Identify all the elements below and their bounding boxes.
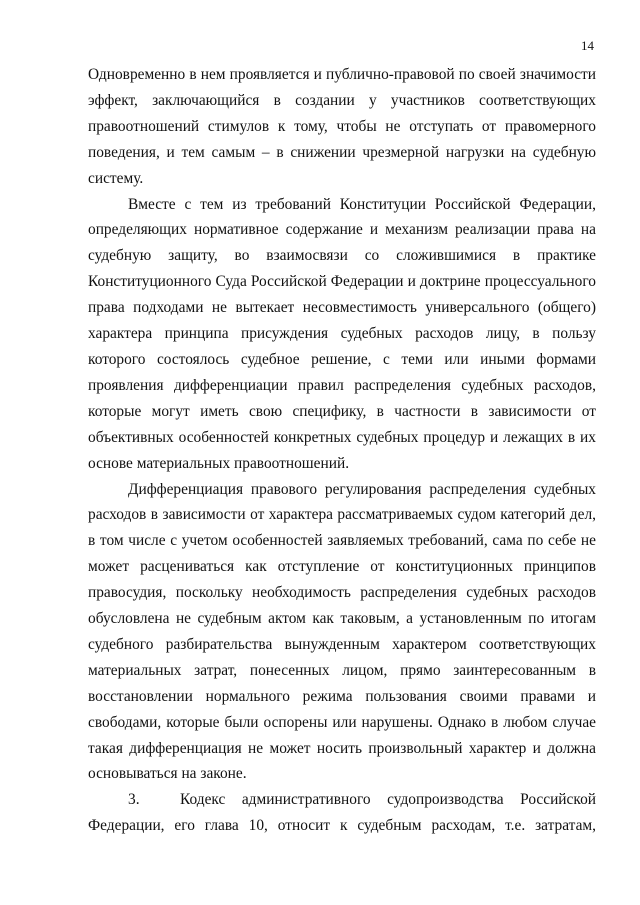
paragraph-continuation: Одновременно в нем проявляется и публично-правовой по своей значимости эффект, заключающийся в создании у участников соответствующих правоотношений стимулов к тому, чтобы не отступать от правомерного поведения, и тем самым – в снижении чрезмерной нагрузки на судебную систему. bbox=[88, 66, 596, 187]
page-number: 14 bbox=[581, 38, 594, 53]
numbered-paragraph bbox=[88, 787, 596, 839]
paragraph-differentiation: Дифференциация правового регулирования распределения судебных расходов в зависимости от характера рассматриваемых судом категорий дел, в том числе с учетом особенностей заявляемых требований, сама по себе не может расцениваться как отступление от конституционных принципов правосудия, поскольку необходимость распределения судебных расходов обусловлена не судебным актом как таковым, а установленным по итогам судебного разбирательства вынужденным характером соответствующих материальных затрат, понесенных лицом, прямо заинтересованным в восстановлении нормального режима пользования своими правами и свободами, которые были оспорены или нарушены. Однако в любом случае такая дифференциация не может носить произвольный характер и должна основываться на законе. bbox=[88, 480, 596, 783]
text-body bbox=[88, 62, 596, 839]
item-marker: 3. bbox=[128, 791, 140, 809]
item-text: Кодекс административного судопроизводства Российской Федерации, его глава 10, относит к судебным расходам, т.е. затратам, bbox=[88, 791, 596, 835]
paragraph-constitution-requirements: Вместе с тем из требований Конституции Российской Федерации, определяющих нормативное содержание и механизм реализации права на судебную защиту, во взаимосвязи со сложившимися в практике Конституционного Суда Российской Федерации и доктрине процессуального права подходами не вытекает несовместимость универсального (общего) характера принципа присуждения судебных расходов лицу, в пользу которого состоялось судебное решение, с теми или иными формами проявления дифференциации правил распределения судебных расходов, которые могут иметь свою специфику, в частности в зависимости от объективных особенностей конкретных судебных процедур и лежащих в их основе материальных правоотношений. bbox=[88, 195, 596, 472]
